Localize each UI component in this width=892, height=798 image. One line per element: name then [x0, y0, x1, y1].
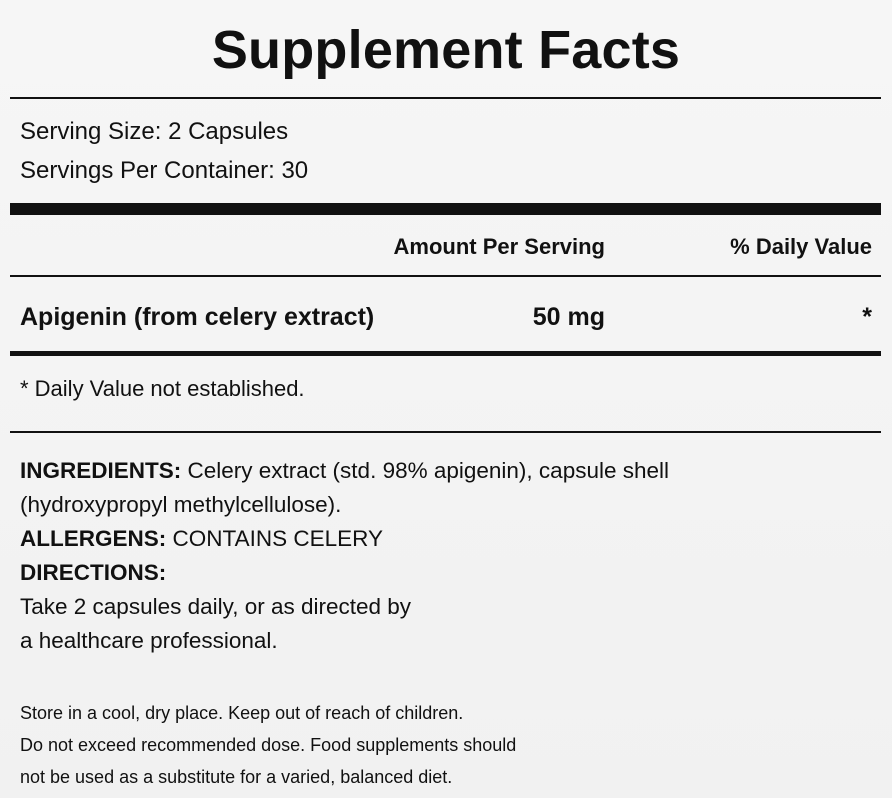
directions-line-1: Take 2 capsules daily, or as directed by [20, 594, 412, 619]
footnote-divider [10, 431, 881, 433]
allergens-label: ALLERGENS: [20, 526, 167, 551]
nutrient-divider [10, 351, 881, 356]
ingredients-block [20, 454, 880, 658]
serving-divider [10, 203, 881, 215]
ingredients-line-2: (hydroxypropyl methylcellulose). [20, 492, 342, 517]
storage-line-2: Do not exceed recommended dose. Food supplements should [20, 735, 517, 755]
ingredients-text-1: Celery extract (std. 98% apigenin), capsule shell [181, 458, 670, 483]
directions-label: DIRECTIONS: [20, 560, 167, 585]
storage-warning-block [20, 697, 516, 793]
ingredients-label: INGREDIENTS: [20, 458, 182, 483]
ingredients-line-1 [20, 454, 880, 488]
allergens-text: CONTAINS CELERY [166, 526, 383, 551]
amount-per-serving-header: Amount Per Serving [393, 234, 605, 259]
storage-line-1: Store in a cool, dry place. Keep out of reach of children. [20, 703, 464, 723]
servings-per-container: Servings Per Container: 30 [20, 157, 309, 184]
allergens-line [20, 522, 880, 556]
title-divider [10, 97, 881, 99]
nutrient-name: Apigenin (from celery extract) [20, 303, 375, 331]
nutrient-amount: 50 mg [532, 303, 605, 331]
daily-value-header: % Daily Value [730, 234, 872, 259]
label-title: Supplement Facts [211, 20, 681, 80]
directions-line-2: a healthcare professional. [20, 628, 278, 653]
daily-value-footnote: * Daily Value not established. [20, 376, 305, 401]
storage-line-3: not be used as a substitute for a varied, balanced diet. [20, 767, 453, 787]
nutrient-daily-value: * [862, 303, 872, 331]
header-divider [10, 275, 881, 277]
serving-size: Serving Size: 2 Capsules [20, 118, 289, 145]
